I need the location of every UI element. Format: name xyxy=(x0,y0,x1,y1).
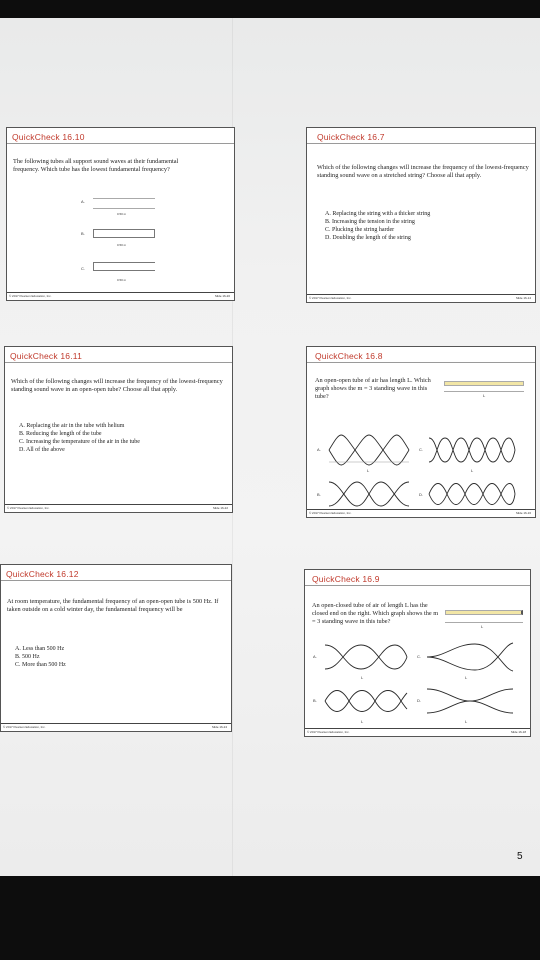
graph-c-waveform xyxy=(427,434,517,466)
question-text: Which of the following changes will increase the frequency of the lowest-frequency standing sound wave in an open-open tube? Choose all that apply. xyxy=(11,378,223,393)
slide-title: QuickCheck 16.9 xyxy=(312,574,380,584)
graph-label-a: A. xyxy=(313,654,317,659)
title-rule xyxy=(307,362,535,363)
slide-footer xyxy=(1,723,231,731)
title-rule xyxy=(1,580,231,581)
graph-label-b: B. xyxy=(313,698,317,703)
copyright: © 2017 Pearson Education, Inc. xyxy=(307,730,350,734)
answer-options xyxy=(15,645,66,669)
graph-a-waveform xyxy=(327,434,411,466)
option-d: D. Doubling the length of the string xyxy=(325,235,411,241)
graph-b-length: L xyxy=(361,719,364,724)
printed-handout-page xyxy=(0,18,540,876)
length-marker xyxy=(444,391,524,392)
option-b: B. 500 Hz xyxy=(15,654,40,660)
title-rule xyxy=(5,362,232,363)
graph-label-d: D. xyxy=(417,698,421,703)
slide-number: Slide 16-20 xyxy=(214,294,230,298)
tube-a-top xyxy=(93,198,155,199)
graph-a-length: L xyxy=(361,675,364,680)
tube-label-b: B. xyxy=(81,231,85,236)
option-c: C. Increasing the temperature of the air in the tube xyxy=(19,439,140,445)
option-a: A. Less than 500 Hz xyxy=(15,646,65,652)
option-c: C. More than 500 Hz xyxy=(15,662,66,668)
answer-options xyxy=(19,422,140,454)
copyright: © 2017 Pearson Education, Inc. xyxy=(7,506,50,510)
slide-title: QuickCheck 16.10 xyxy=(12,132,85,142)
graph-b-waveform xyxy=(323,685,409,717)
slide-quickcheck-16-8 xyxy=(306,346,536,518)
graph-c-length: L xyxy=(471,468,474,473)
open-open-tube xyxy=(444,381,524,386)
graph-label-d: D. xyxy=(419,492,423,497)
slide-number: Slide 16-18 xyxy=(510,730,526,734)
answer-options xyxy=(325,210,430,242)
question-text: An open-open tube of air has length L. Which graph shows the m = 3 standing wave in this tube? xyxy=(315,377,431,400)
graph-label-c: C. xyxy=(417,654,421,659)
length-label: L xyxy=(483,393,486,398)
copyright: © 2017 Pearson Education, Inc. xyxy=(309,511,352,515)
slide-title: QuickCheck 16.8 xyxy=(315,351,383,361)
slide-quickcheck-16-9 xyxy=(304,569,531,737)
slide-footer xyxy=(307,294,535,302)
slide-number: Slide 16-16 xyxy=(515,511,531,515)
slide-number: Slide 16-14 xyxy=(515,296,531,300)
option-a: A. Replacing the string with a thicker string xyxy=(325,211,431,217)
slide-quickcheck-16-11 xyxy=(4,346,233,513)
graph-d-waveform xyxy=(427,478,517,510)
option-d: D. All of the above xyxy=(19,447,65,453)
slide-footer xyxy=(7,292,234,300)
title-rule xyxy=(305,585,530,586)
question-text: At room temperature, the fundamental frequency of an open-open tube is 500 Hz. If taken outside on a cold winter day, the fundamental frequency will be xyxy=(7,598,219,613)
slide-number: Slide 16-24 xyxy=(211,725,227,729)
slide-title: QuickCheck 16.12 xyxy=(6,569,79,579)
copyright: © 2017 Pearson Education, Inc. xyxy=(3,725,46,729)
tube-label-c: C. xyxy=(81,266,85,271)
slide-quickcheck-16-7 xyxy=(306,127,536,303)
copyright: © 2017 Pearson Education, Inc. xyxy=(309,296,352,300)
page-number: 5 xyxy=(517,851,523,862)
graph-label-b: B. xyxy=(317,492,321,497)
tube-length-a: 0.50 m xyxy=(117,212,127,216)
graph-c-waveform xyxy=(425,641,515,673)
option-c: C. Plucking the string harder xyxy=(325,227,395,233)
length-marker xyxy=(445,622,523,623)
graph-label-a: A. xyxy=(317,447,321,452)
graph-c-length: L xyxy=(465,675,468,680)
title-rule xyxy=(307,143,535,144)
tube-length-b: 0.50 m xyxy=(117,243,127,247)
open-closed-tube xyxy=(445,610,523,615)
tube-label-a: A. xyxy=(81,199,85,204)
graph-d-length: L xyxy=(465,719,468,724)
graph-d-waveform xyxy=(425,685,515,717)
length-label: L xyxy=(481,624,484,629)
tube-b xyxy=(93,229,155,238)
copyright: © 2017 Pearson Education, Inc. xyxy=(9,294,52,298)
slide-number: Slide 16-22 xyxy=(212,506,228,510)
graph-label-c: C. xyxy=(419,447,423,452)
option-b: B. Reducing the length of the tube xyxy=(19,431,102,437)
slide-footer xyxy=(305,728,530,736)
question-text: Which of the following changes will increase the frequency of the lowest-frequency standing sound wave on a stretched string? Choose all that apply. xyxy=(317,164,529,179)
graph-a-length: L xyxy=(367,468,370,473)
tube-length-c: 0.50 m xyxy=(117,278,127,282)
tube-c xyxy=(93,262,155,271)
graph-b-waveform xyxy=(327,478,411,510)
slide-footer xyxy=(307,509,535,517)
option-b: B. Increasing the tension in the string xyxy=(325,219,415,225)
slide-quickcheck-16-10 xyxy=(6,127,235,301)
slide-quickcheck-16-12 xyxy=(0,564,232,732)
question-text: An open-closed tube of air of length L has the closed end on the right. Which graph shows the m = 3 standing wave in this tube? xyxy=(312,602,439,625)
slide-title: QuickCheck 16.7 xyxy=(317,132,385,142)
option-a: A. Replacing the air in the tube with helium xyxy=(19,423,125,429)
slide-title: QuickCheck 16.11 xyxy=(10,351,83,361)
slide-footer xyxy=(5,504,232,512)
graph-a-waveform xyxy=(323,641,409,673)
tube-a-bottom xyxy=(93,208,155,209)
question-text: The following tubes all support sound waves at their fundamental frequency. Which tube has the lowest fundamental frequency? xyxy=(13,158,179,173)
title-rule xyxy=(7,143,234,144)
